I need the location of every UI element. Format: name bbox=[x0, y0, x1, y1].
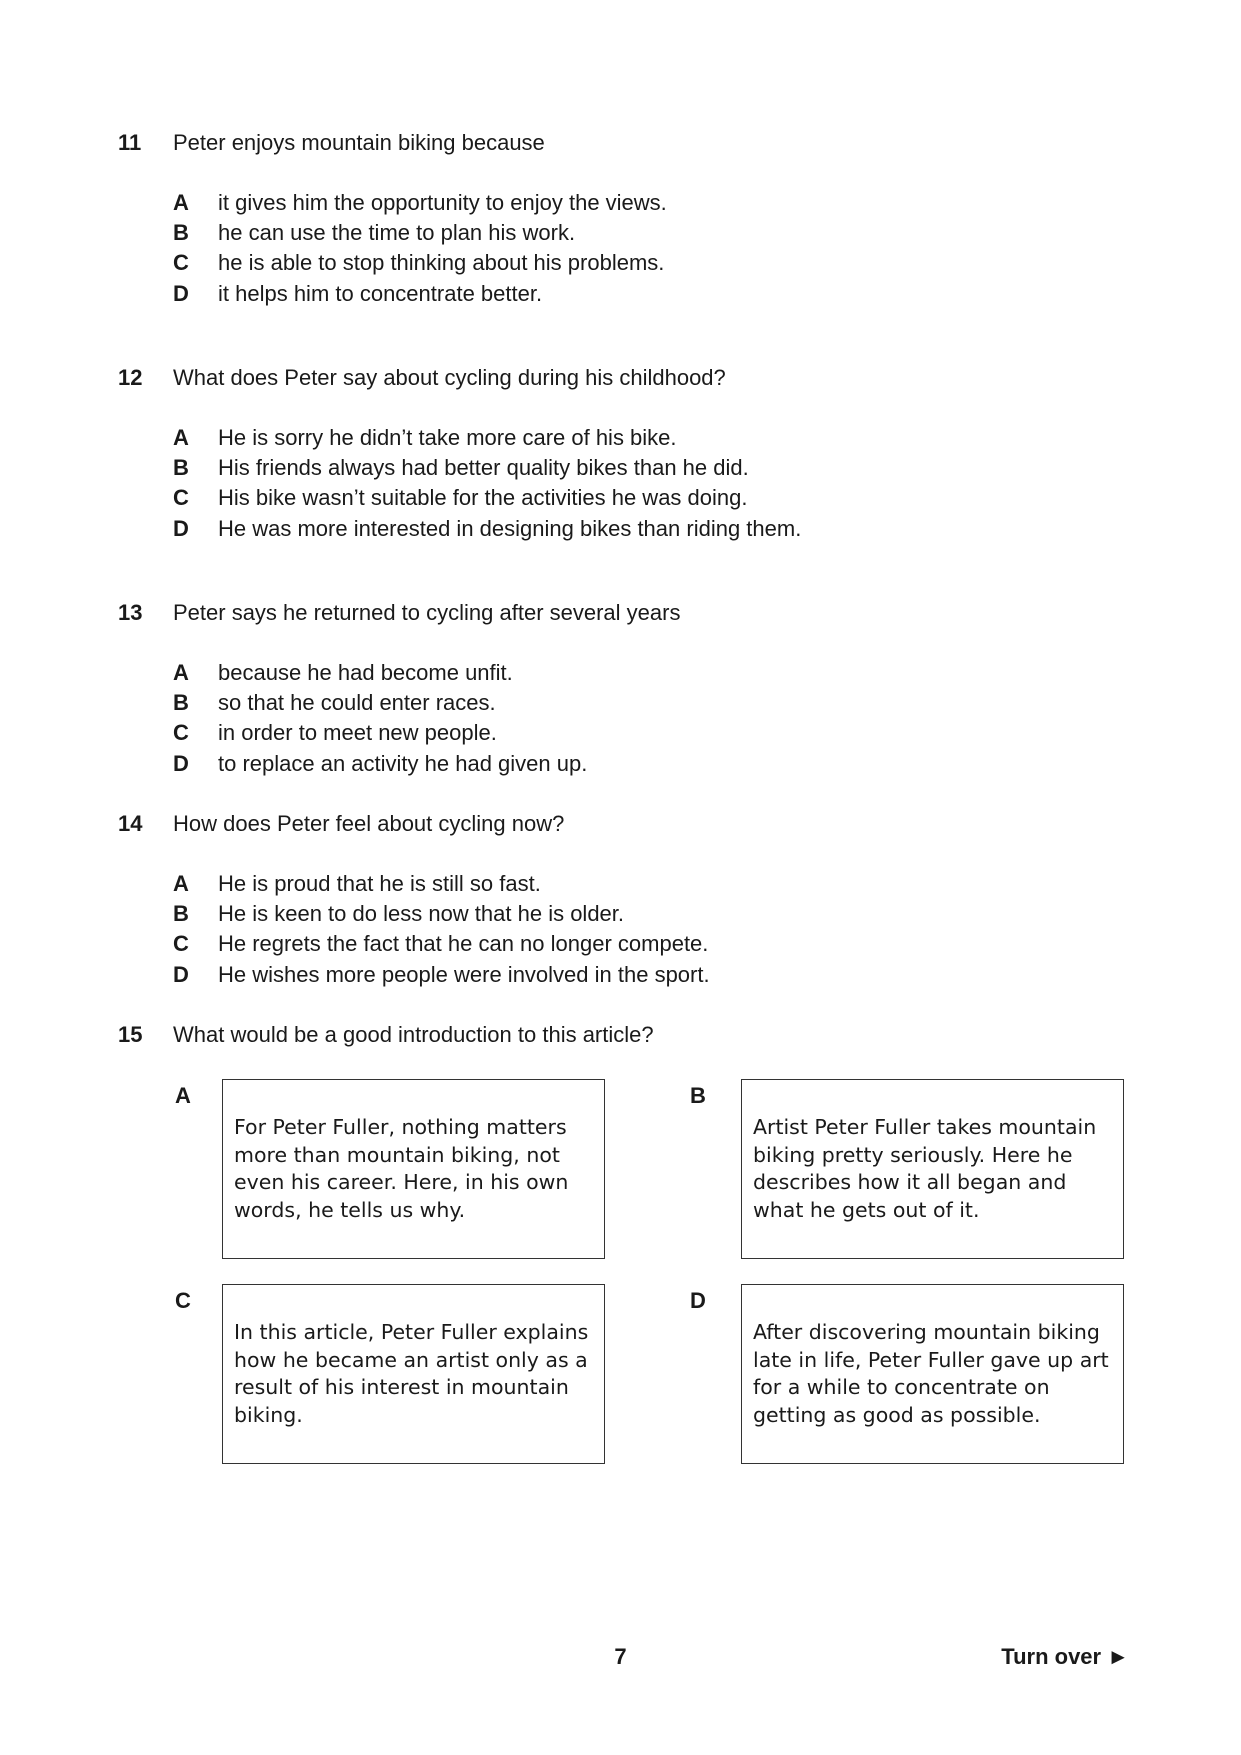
question-number: 11 bbox=[118, 130, 142, 155]
question-stem: What does Peter say about cycling during his childhood? bbox=[173, 365, 726, 390]
question-stem: How does Peter feel about cycling now? bbox=[173, 811, 565, 836]
option-text: it gives him the opportunity to enjoy the views. bbox=[218, 190, 667, 216]
option-letter: A bbox=[173, 871, 189, 897]
box-option-letter-a: A bbox=[175, 1083, 191, 1108]
option-text: He is sorry he didn’t take more care of his bike. bbox=[218, 425, 677, 451]
box-option-letter-c: C bbox=[175, 1288, 191, 1313]
option-text: he is able to stop thinking about his problems. bbox=[218, 250, 665, 276]
option-b bbox=[173, 453, 801, 483]
box-option-c: In this article, Peter Fuller explains how he became an artist only as a result of his interest in mountain biking. bbox=[222, 1284, 605, 1464]
option-d bbox=[173, 960, 710, 990]
option-letter: A bbox=[173, 660, 189, 686]
option-text: to replace an activity he had given up. bbox=[218, 750, 588, 776]
page-number: 7 bbox=[614, 1644, 627, 1669]
option-b bbox=[173, 688, 587, 718]
option-a bbox=[173, 658, 587, 688]
option-text: because he had become unfit. bbox=[218, 660, 513, 686]
option-a bbox=[173, 869, 710, 899]
question-number: 14 bbox=[118, 811, 143, 836]
option-letter: A bbox=[173, 425, 189, 451]
option-c bbox=[173, 248, 667, 278]
box-option-letter-d: D bbox=[690, 1288, 706, 1313]
option-letter: C bbox=[173, 250, 189, 276]
box-option-b: Artist Peter Fuller takes mountain biking pretty seriously. Here he describes how it all began and what he gets out of it. bbox=[741, 1079, 1124, 1259]
box-option-a: For Peter Fuller, nothing matters more than mountain biking, not even his career. Here, in his own words, he tells us why. bbox=[222, 1079, 605, 1259]
question-stem: What would be a good introduction to this article? bbox=[173, 1022, 654, 1047]
option-letter: C bbox=[173, 931, 189, 957]
option-b bbox=[173, 899, 710, 929]
option-text: His bike wasn’t suitable for the activities he was doing. bbox=[218, 485, 748, 511]
question-number: 13 bbox=[118, 600, 143, 625]
option-letter: B bbox=[173, 901, 189, 927]
option-list bbox=[173, 423, 801, 544]
option-letter: D bbox=[173, 280, 189, 306]
option-text: He was more interested in designing bikes than riding them. bbox=[218, 515, 802, 541]
option-d bbox=[173, 279, 667, 309]
option-list bbox=[173, 658, 587, 779]
option-d bbox=[173, 514, 801, 544]
option-a bbox=[173, 423, 801, 453]
option-text: He is proud that he is still so fast. bbox=[218, 871, 541, 897]
option-text: in order to meet new people. bbox=[218, 720, 497, 746]
question-number: 12 bbox=[118, 365, 143, 390]
option-c bbox=[173, 718, 587, 748]
option-text: His friends always had better quality bikes than he did. bbox=[218, 455, 749, 481]
option-letter: C bbox=[173, 485, 189, 511]
option-text: He wishes more people were involved in the sport. bbox=[218, 961, 710, 987]
option-b bbox=[173, 218, 667, 248]
option-text: he can use the time to plan his work. bbox=[218, 220, 576, 246]
option-text: so that he could enter races. bbox=[218, 690, 496, 716]
turn-over-label: Turn over ► bbox=[1001, 1644, 1129, 1669]
option-c bbox=[173, 929, 710, 959]
option-letter: B bbox=[173, 690, 189, 716]
question-number: 15 bbox=[118, 1022, 143, 1047]
option-letter: D bbox=[173, 515, 189, 541]
option-letter: D bbox=[173, 750, 189, 776]
option-text: it helps him to concentrate better. bbox=[218, 280, 543, 306]
option-letter: B bbox=[173, 455, 189, 481]
option-c bbox=[173, 483, 801, 513]
option-list bbox=[173, 869, 710, 990]
option-letter: C bbox=[173, 720, 189, 746]
option-a bbox=[173, 188, 667, 218]
question-stem: Peter says he returned to cycling after several years bbox=[173, 600, 681, 625]
option-d bbox=[173, 749, 587, 779]
option-letter: A bbox=[173, 190, 189, 216]
option-text: He regrets the fact that he can no longer compete. bbox=[218, 931, 709, 957]
option-letter: D bbox=[173, 961, 189, 987]
option-list bbox=[173, 188, 667, 309]
question-stem: Peter enjoys mountain biking because bbox=[173, 130, 545, 155]
box-option-d: After discovering mountain biking late in life, Peter Fuller gave up art for a while to concentrate on getting as good as possible. bbox=[741, 1284, 1124, 1464]
box-option-letter-b: B bbox=[690, 1083, 706, 1108]
option-letter: B bbox=[173, 220, 189, 246]
option-text: He is keen to do less now that he is older. bbox=[218, 901, 625, 927]
